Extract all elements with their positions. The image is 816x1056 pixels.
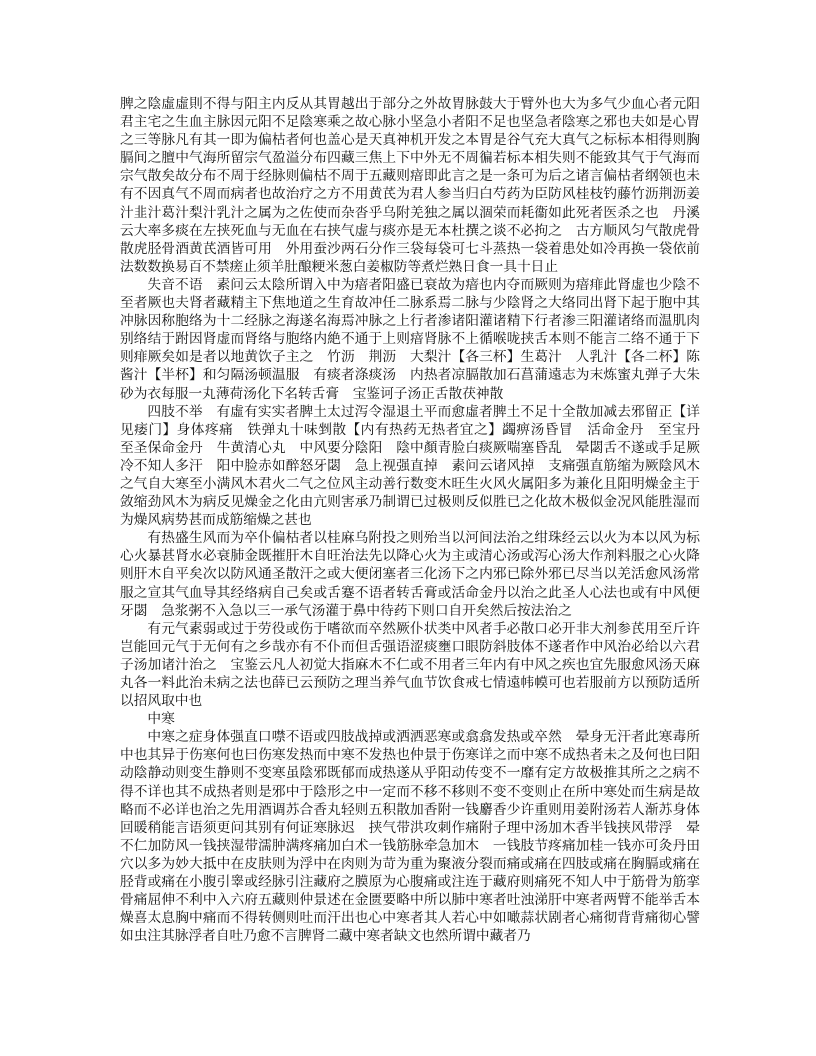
paragraph-cold: 中寒之症身体强直口噤不语或四肢战掉或洒洒恶寒或翕翕发热或卒然 晕身无汗者此寒毒所中也其异于伤寒何也曰伤寒发热而中寒不发热也仲景于伤寒详之而中寒不成热者未之及何也曰阳动陰静动则变生静则不变寒虽陰邪既郁而成热遂从乎阳动传变不一靡有定方故极推其所之之病不得不详也其不成热者则是邪中于陰形之中一定而不移不移则不变不变则止在所中寒处而生病是故略而不必详也治之先用酒调苏合香丸轻则五积散加香附一钱麝香少许重则用姜附汤若人渐苏身体回暖稍能言语须更问其别有何证寒脉迟 挟气带洪攻刺作痛附子理中汤加木香半钱挟风带浮 晕不仁加防风一钱挟湿带濡肿满疼痛加白术一钱筋脉牵急加木 一钱肢节疼痛加桂一钱亦可灸丹田穴以多为妙大抵中在皮肤则为浮中在肉则为苛为重为聚液分裂而痛或痛在四肢或痛在胸膈或痛在胫背或痛在小腹引睾或经脉引注藏府之膜原为心腹痛或注连于藏府则痛死不知人中于筋骨为筋挛骨痛屈伸不利中入六府五藏则仲景述在金匮要略中所以肺中寒者吐浊涕肝中寒者两臂不能举舌本燥喜太息胸中痛而不得转侧则吐而汗出也心中寒者其人若心中如噉蒜状剧者心痛彻背背痛彻心譬如虫注其脉浮者自吐乃愈不言脾肾二藏中寒者缺文也然所谓中藏者乃 [120,729,700,945]
body-text [120,95,714,945]
section-heading-cold: 中寒 [147,711,175,728]
paragraph-limbs: 四肢不举 有虛有实实者脾土太过泻令湿退土平而愈虛者脾土不足十全散加减去邪留正【详见痿门】身体疼痛 铁弹丸十味剉散【内有热药无热者宜之】蠲痹汤昏冒 活命金丹 至宝丹 至圣保命金丹 牛黄清心丸 中风要分陰阳 陰中顏青脸白痰厥喘塞昏乱 晕閟舌不遂或手足厥冷不知人多汗 阳中脸赤如醉怒牙閟 急上视强直掉 素问云诸风掉 支痛强直筋缩为厥陰风木之气自大寒至小满风木君火二气之位风主动善行数变木旺生火风火属阳多为兼化且阳明燥金主于 敛缩劲风木为病反见燥金之化由亢则害承乃制谓已过极则反似胜已之化故木极似金况风能胜湿而为燥风病势甚而成筋缩燥之甚也 [120,403,714,529]
paragraph-qi-deficiency: 有元气素弱或过于劳役或伤于嗜欲而卒然厥仆状类中风者手必散口必开非大剂参芪用至斤许岂能回元气于无何有之乡哉亦有不仆而但舌强语涩痰壅口眼防斜肢体不遂者作中风治必给以六君子汤加诸汁治之 宝鉴云凡人初觉大指麻木不仁或不用者三年内有中风之疾也宜先服愈风汤天麻丸各一料此治未病之法也薛已云预防之理当养气血节饮食戒七情遠帏幙可也若服前方以预防适所以招风取中也 [120,620,700,710]
paragraph-hemiplegia: 脾之陰虛虛則不得与阳主内反从其胃越出于部分之外故胃脉鼓大于臂外也大为多气少血心者元阳君主宅之生血主脉因元阳不足陰寒乘之故心脉小坚急小者阳不足也坚急者陰寒之邪也夫如是心胃之三等脉凡有其一即为偏枯者何也盖心是天真神机开发之本胃是谷气充大真气之标标本相得则胸膈间之膻中气海所留宗气盈溢分布四藏三焦上下中外无不周徧若标本相失则不能致其气于气海而宗气散矣故分布不周于经脉则偏枯不周于五藏则瘖即此言之是一条可为后之诸言偏枯者纲领也未有不因真气不周而病者也故治疗之方不用黄芪为君人参当归白芍药为臣防风桂枝钓藤竹沥荆沥姜汁韭汁葛汁梨汁乳汁之属为之佐使而杂沓乎乌附羌独之属以涸荣而耗衞如此死者医杀之也 丹溪云大率多痰在左挟死血与无血在右挟气虚与痰亦是无本杜撰之谈不必拘之 古方顺风匀气散虎骨散虎胫骨酒黄芪酒皆可用 外用蚕沙两石分作三袋每袋可七斗蒸热一袋着患处如冷再换一袋依前法数数换易百不禁瘥止须羊肚酿粳米葱白姜椒防等煮烂熟日食一具十日止 [120,96,700,275]
paragraph-heat-wind: 有热盛生风而为卒仆偏枯者以桂麻乌附投之则殆当以河间法治之绀珠经云以火为本以风为标心火暴甚肾水必衰肺金既摧肝木自旺治法先以降心火为主或清心汤或泻心汤大作剂料服之心火降则肝木自平矣次以防风通圣散汗之或大便闭塞者三化汤下之内邪已除外邪已尽当以羌活愈风汤常服之宣其气血导其经络病自己矣或舌蹇不语者转舌膏或活命金丹以治之此圣人心法也或有中风便牙閟 急浆粥不入急以三一承气汤灌于鼻中待药下则口自开矣然后按法治之 [120,530,700,619]
paragraph-aphasia: 失音不语 素问云太陰所谓入中为瘖者阳盛已衰故为瘖也内夺而厥则为瘖痱此肾虚也少陰不至者厥也夫肾者藏精主下焦地道之生育故冲任二脉系焉二脉与少陰肾之大络同出肾下起于胞中其冲脉因称胞络为十二经脉之海遂名海焉冲脉之上行者渗诸阳灌诸精下行者渗三阳灌诸络而温肌肉别络结于跗因肾虚而肾络与胞络内絶不通于上则瘖肾脉不上循喉咙挟舌本则不能言二络不通于下则痱厥矣如是者以地黄饮子主之 竹沥 荆沥 大梨汁【各三杯】生葛汁 人乳汁【各二杯】陈酱汁【半杯】和匀隔汤顿温服 有痰者涤痰汤 内热者凉膈散加石菖蒲遠志为末炼蜜丸弹子大朱砂为衣每服一丸薄荷汤化下名转舌膏 宝鉴诃子汤正舌散茯神散 [120,276,700,402]
